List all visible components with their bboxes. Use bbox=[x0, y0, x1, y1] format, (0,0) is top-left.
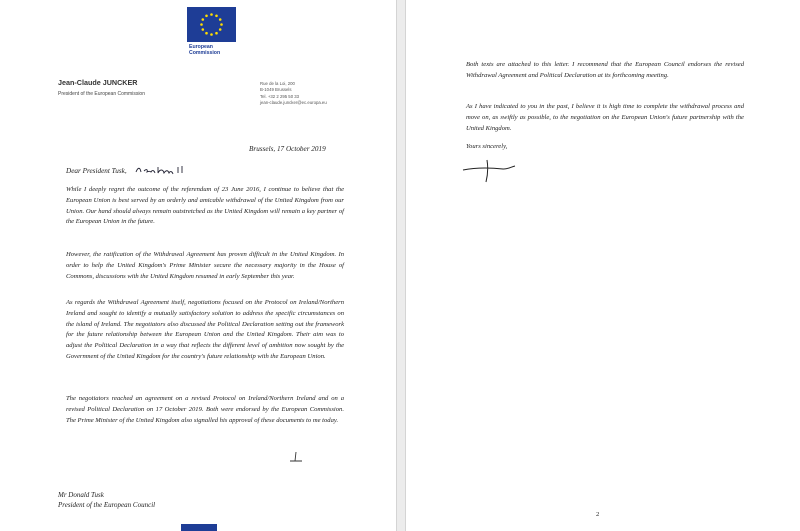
letter-page-2 bbox=[405, 0, 800, 531]
eu-flag-icon bbox=[187, 7, 236, 42]
address-email: jean-claude.juncker@ec.europa.eu bbox=[260, 100, 327, 106]
recipient-block bbox=[58, 491, 155, 510]
sender-block bbox=[58, 78, 145, 97]
letter-date: Brussels, 17 October 2019 bbox=[249, 145, 326, 153]
address-city: B-1049 Brussels bbox=[260, 87, 292, 93]
sender-title: President of the European Commission bbox=[58, 91, 145, 97]
initials-signature bbox=[287, 450, 305, 464]
letter-paragraph: As I have indicated to you in the past, I believe it is high time to complete the withdrawal process and move on, as swiftly as possible, to the negotiation on the European Union's future partnership with the United Kingdom. bbox=[466, 103, 744, 132]
handwritten-greeting-signature bbox=[134, 164, 194, 176]
letter-paragraph: However, the ratification of the Withdrawal Agreement has proven difficult in the United Kingdom. In order to help the United Kingdom's Prime Minister secure the necessary majority in the House of Commons, discussions with the United Kingdom resumed in early September this year. bbox=[66, 251, 344, 280]
sender-address bbox=[260, 81, 327, 107]
letter-paragraph: While I deeply regret the outcome of the referendum of 23 June 2016, I continue to believe that the European Union is best served by an orderly and amicable withdrawal of the United Kingdom from our Union. Our hand should always remain outstretched as the United Kingdom will remain a key partner of the European Union in the future. bbox=[66, 186, 344, 226]
letter-paragraph: Both texts are attached to this letter. I recommend that the European Council endorses the revised Withdrawal Agreement and Political Declaration at its forthcoming meeting. bbox=[466, 61, 744, 79]
letter-paragraph: As regards the Withdrawal Agreement itself, negotiations focused on the Protocol on Ireland/Northern Ireland and sought to identify a mutually satisfactory solution to address the specific circumstances on the island of Ireland. The negotiators also discussed the Political Declaration setting out the framework for the future relationship between the European Union and the United Kingdom. Their aim was to adjust the Political Declaration in a way that reflects the different level of ambition now sought by the Government of the United Kingdom for the country's future relationship with the European Union. bbox=[66, 299, 344, 360]
letter-paragraph: The negotiators reached an agreement on a revised Protocol on Ireland/Northern Ireland and on a revised Political Declaration on 17 October 2019. Both were endorsed by the European Commission. The Prime Minister of the United Kingdom also signalled his approval of these documents to me today. bbox=[66, 395, 344, 424]
address-phone: Tel. +32 2 295 50 33 bbox=[260, 93, 300, 99]
eu-flag-footer-icon bbox=[181, 524, 217, 531]
logo-line-european: European bbox=[189, 44, 213, 50]
closing: Yours sincerely, bbox=[466, 143, 508, 150]
address-street: Rue de la Loi, 200 bbox=[260, 81, 295, 86]
page-number: 2 bbox=[596, 511, 600, 518]
juncker-signature bbox=[461, 156, 519, 184]
letter-page-1 bbox=[0, 0, 397, 531]
logo-line-commission: Commission bbox=[189, 50, 221, 56]
salutation: Dear President Tusk, bbox=[66, 167, 127, 175]
recipient-title: President of the European Council bbox=[58, 500, 156, 509]
recipient-name: Mr Donald Tusk bbox=[58, 491, 104, 499]
logo-text bbox=[189, 44, 249, 56]
sender-name: Jean-Claude JUNCKER bbox=[58, 78, 138, 87]
european-commission-logo bbox=[181, 0, 249, 62]
